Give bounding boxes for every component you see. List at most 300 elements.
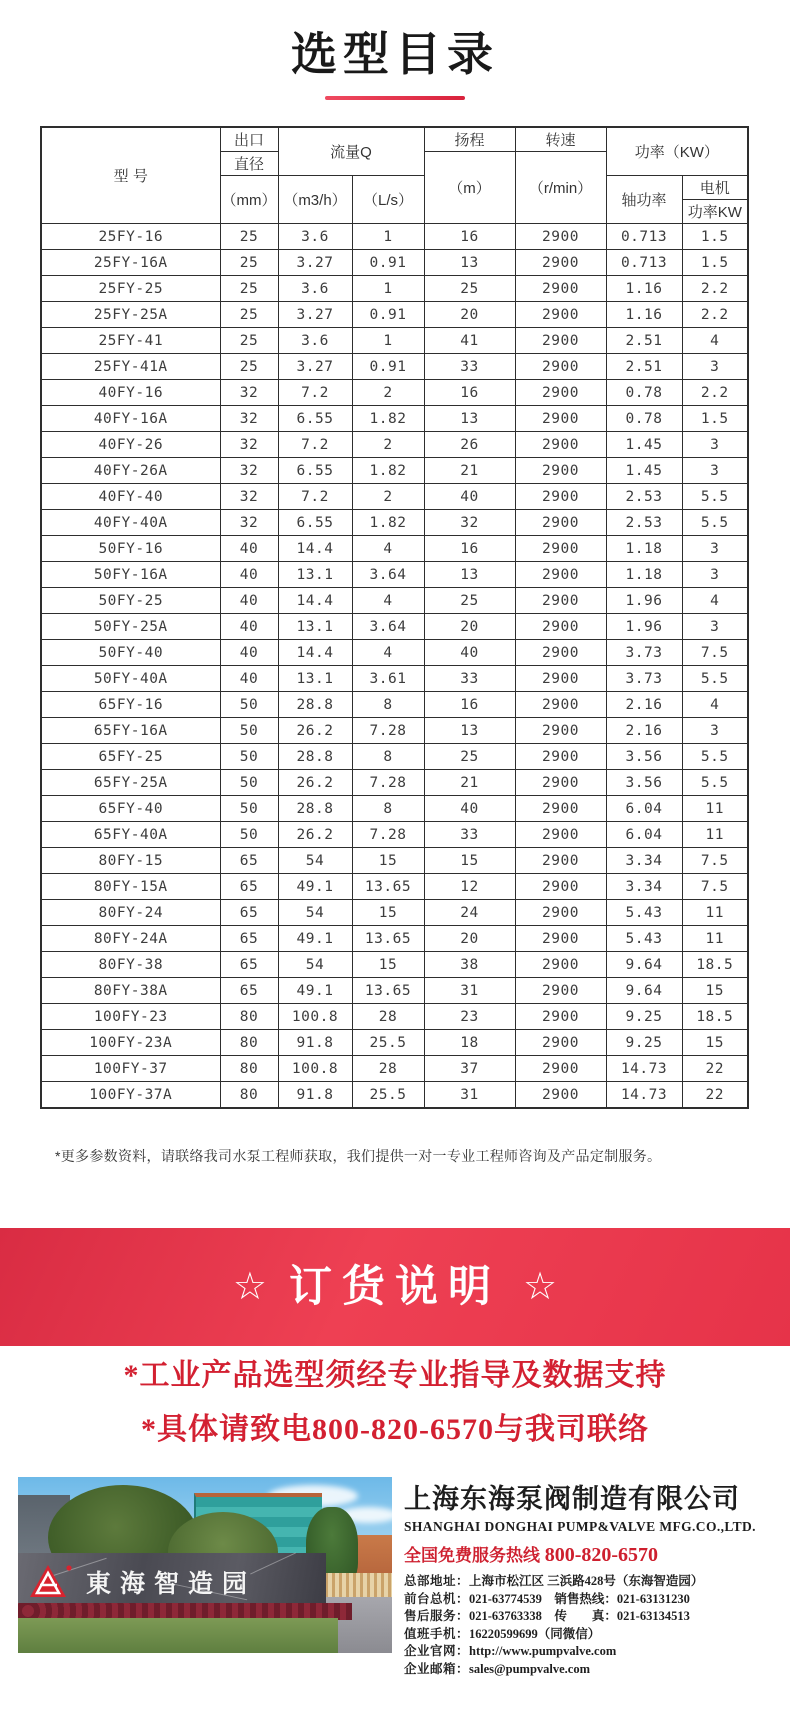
model-cell: 80FY-15A [41, 874, 220, 900]
table-row [41, 744, 748, 770]
value-cell: 2900 [515, 796, 606, 822]
value-cell: 13.65 [352, 978, 424, 1004]
value-cell: 40 [220, 536, 278, 562]
value-cell: 1 [352, 328, 424, 354]
value-cell: 1.96 [606, 588, 682, 614]
value-cell: 5.5 [682, 484, 748, 510]
value-cell: 2900 [515, 1056, 606, 1082]
value-cell: 7.5 [682, 640, 748, 666]
model-cell: 50FY-40 [41, 640, 220, 666]
order-banner-title: 订货说明 [289, 1262, 501, 1311]
photo-fence [318, 1573, 392, 1599]
header-flow-unit-ls: （L/s） [352, 176, 424, 224]
model-cell: 100FY-37A [41, 1082, 220, 1109]
value-cell: 25 [220, 276, 278, 302]
value-cell: 28 [352, 1056, 424, 1082]
value-cell: 91.8 [278, 1030, 352, 1056]
model-cell: 50FY-16A [41, 562, 220, 588]
value-cell: 28.8 [278, 744, 352, 770]
value-cell: 9.25 [606, 1004, 682, 1030]
table-row [41, 848, 748, 874]
value-cell: 9.64 [606, 952, 682, 978]
model-cell: 65FY-40 [41, 796, 220, 822]
value-cell: 50 [220, 692, 278, 718]
value-cell: 6.04 [606, 796, 682, 822]
value-cell: 1.16 [606, 276, 682, 302]
value-cell: 33 [424, 666, 515, 692]
value-cell: 6.55 [278, 406, 352, 432]
table-row [41, 874, 748, 900]
value-cell: 11 [682, 900, 748, 926]
table-row [41, 562, 748, 588]
value-cell: 4 [682, 692, 748, 718]
value-cell: 40 [220, 588, 278, 614]
value-cell: 2900 [515, 614, 606, 640]
value-cell: 26 [424, 432, 515, 458]
contact-label: 企业邮箱： [404, 1661, 470, 1676]
table-row [41, 952, 748, 978]
model-cell: 40FY-16 [41, 380, 220, 406]
value-cell: 2900 [515, 770, 606, 796]
model-cell: 25FY-25A [41, 302, 220, 328]
header-outlet-1: 出口 [220, 127, 278, 152]
value-cell: 5.43 [606, 926, 682, 952]
model-cell: 40FY-26A [41, 458, 220, 484]
table-row [41, 406, 748, 432]
value-cell: 25 [220, 302, 278, 328]
value-cell: 3.64 [352, 562, 424, 588]
value-cell: 3.27 [278, 354, 352, 380]
value-cell: 23 [424, 1004, 515, 1030]
value-cell: 0.91 [352, 354, 424, 380]
value-cell: 1 [352, 276, 424, 302]
value-cell: 65 [220, 952, 278, 978]
value-cell: 40 [220, 666, 278, 692]
star-icon: ☆ [232, 1266, 267, 1308]
value-cell: 32 [220, 510, 278, 536]
value-cell: 3.34 [606, 848, 682, 874]
value-cell: 3.27 [278, 250, 352, 276]
model-cell: 40FY-16A [41, 406, 220, 432]
model-cell: 25FY-41A [41, 354, 220, 380]
value-cell: 1.82 [352, 458, 424, 484]
value-cell: 8 [352, 692, 424, 718]
value-cell: 100.8 [278, 1056, 352, 1082]
value-cell: 2900 [515, 952, 606, 978]
table-row [41, 1030, 748, 1056]
value-cell: 7.28 [352, 718, 424, 744]
value-cell: 2900 [515, 718, 606, 744]
campus-sign-text: 東海智造园 [86, 1570, 257, 1598]
value-cell: 25.5 [352, 1082, 424, 1109]
value-cell: 31 [424, 978, 515, 1004]
header-motor-1: 电机 [682, 176, 748, 200]
value-cell: 2900 [515, 692, 606, 718]
value-cell: 2900 [515, 822, 606, 848]
value-cell: 21 [424, 770, 515, 796]
order-note-line-1: *工业产品选型须经专业指导及数据支持 [123, 1359, 667, 1392]
value-cell: 13.65 [352, 926, 424, 952]
value-cell: 2.16 [606, 692, 682, 718]
model-cell: 80FY-24 [41, 900, 220, 926]
table-row [41, 328, 748, 354]
value-cell: 65 [220, 848, 278, 874]
value-cell: 1 [352, 224, 424, 250]
value-cell: 1.18 [606, 536, 682, 562]
value-cell: 3.56 [606, 744, 682, 770]
value-cell: 28.8 [278, 796, 352, 822]
value-cell: 13 [424, 718, 515, 744]
table-row [41, 640, 748, 666]
value-cell: 100.8 [278, 1004, 352, 1030]
value-cell: 6.55 [278, 458, 352, 484]
value-cell: 2900 [515, 328, 606, 354]
value-cell: 15 [352, 848, 424, 874]
value-cell: 1.16 [606, 302, 682, 328]
value-cell: 2900 [515, 458, 606, 484]
value-cell: 3.73 [606, 666, 682, 692]
factory-photo [18, 1477, 392, 1653]
model-cell: 65FY-25 [41, 744, 220, 770]
header-head-unit: （m） [424, 152, 515, 224]
value-cell: 40 [220, 562, 278, 588]
value-cell: 49.1 [278, 926, 352, 952]
contact-value: http://www.pumpvalve.com [469, 1644, 617, 1658]
value-cell: 5.43 [606, 900, 682, 926]
order-banner [0, 1228, 790, 1346]
value-cell: 3 [682, 354, 748, 380]
value-cell: 0.78 [606, 380, 682, 406]
value-cell: 1.5 [682, 250, 748, 276]
value-cell: 40 [424, 484, 515, 510]
value-cell: 2900 [515, 978, 606, 1004]
contact-value: 上海市松江区 三浜路428号（东海智造园） [469, 1574, 704, 1588]
value-cell: 3.6 [278, 224, 352, 250]
value-cell: 2900 [515, 432, 606, 458]
contact-value: 021-63763338 传 真：021-63134513 [469, 1609, 690, 1623]
value-cell: 2 [352, 432, 424, 458]
contact-value: sales@pumpvalve.com [469, 1661, 591, 1676]
table-row [41, 822, 748, 848]
header-head: 扬程 [424, 127, 515, 152]
star-icon: ☆ [523, 1266, 558, 1308]
value-cell: 2900 [515, 536, 606, 562]
header-speed-unit: （r/min） [515, 152, 606, 224]
value-cell: 2.2 [682, 276, 748, 302]
value-cell: 50 [220, 744, 278, 770]
value-cell: 3.6 [278, 328, 352, 354]
model-cell: 25FY-41 [41, 328, 220, 354]
table-row [41, 796, 748, 822]
value-cell: 13 [424, 250, 515, 276]
table-row [41, 458, 748, 484]
header-flow: 流量Q [278, 127, 424, 176]
value-cell: 2900 [515, 848, 606, 874]
value-cell: 91.8 [278, 1082, 352, 1109]
value-cell: 18.5 [682, 952, 748, 978]
value-cell: 40 [220, 614, 278, 640]
value-cell: 2900 [515, 406, 606, 432]
value-cell: 54 [278, 952, 352, 978]
value-cell: 20 [424, 614, 515, 640]
value-cell: 2900 [515, 380, 606, 406]
table-row [41, 900, 748, 926]
value-cell: 9.64 [606, 978, 682, 1004]
model-cell: 80FY-24A [41, 926, 220, 952]
value-cell: 14.4 [278, 588, 352, 614]
value-cell: 65 [220, 978, 278, 1004]
value-cell: 3 [682, 718, 748, 744]
photo-lawn [18, 1618, 338, 1653]
value-cell: 2900 [515, 900, 606, 926]
value-cell: 5.5 [682, 770, 748, 796]
selection-table [40, 126, 749, 1109]
value-cell: 65 [220, 926, 278, 952]
table-row [41, 614, 748, 640]
value-cell: 9.25 [606, 1030, 682, 1056]
value-cell: 54 [278, 900, 352, 926]
value-cell: 2 [352, 380, 424, 406]
table-row [41, 380, 748, 406]
contact-lines [404, 1573, 784, 1678]
value-cell: 37 [424, 1056, 515, 1082]
model-cell: 80FY-38 [41, 952, 220, 978]
value-cell: 2 [352, 484, 424, 510]
model-cell: 25FY-16 [41, 224, 220, 250]
value-cell: 3 [682, 614, 748, 640]
value-cell: 32 [220, 380, 278, 406]
value-cell: 80 [220, 1004, 278, 1030]
value-cell: 8 [352, 796, 424, 822]
value-cell: 2900 [515, 250, 606, 276]
title-underline [325, 96, 465, 100]
value-cell: 15 [352, 900, 424, 926]
value-cell: 2900 [515, 744, 606, 770]
value-cell: 2.53 [606, 510, 682, 536]
value-cell: 11 [682, 796, 748, 822]
value-cell: 13.65 [352, 874, 424, 900]
value-cell: 2.53 [606, 484, 682, 510]
header-flow-unit-m3h: （m3/h） [278, 176, 352, 224]
value-cell: 26.2 [278, 718, 352, 744]
value-cell: 25 [220, 328, 278, 354]
header-shaft-power: 轴功率 [606, 176, 682, 224]
value-cell: 1.5 [682, 224, 748, 250]
company-name-en: SHANGHAI DONGHAI PUMP&VALVE MFG.CO.,LTD. [404, 1519, 756, 1534]
model-cell: 40FY-40A [41, 510, 220, 536]
table-row [41, 510, 748, 536]
value-cell: 3.56 [606, 770, 682, 796]
value-cell: 13.1 [278, 666, 352, 692]
value-cell: 4 [352, 588, 424, 614]
order-note-line-2: *具体请致电800-820-6570与我司联络 [141, 1412, 649, 1446]
value-cell: 26.2 [278, 770, 352, 796]
value-cell: 3 [682, 432, 748, 458]
value-cell: 7.5 [682, 848, 748, 874]
value-cell: 50 [220, 822, 278, 848]
logo-triangle-icon [30, 1563, 72, 1601]
value-cell: 5.5 [682, 744, 748, 770]
value-cell: 50 [220, 718, 278, 744]
value-cell: 8 [352, 744, 424, 770]
value-cell: 3.34 [606, 874, 682, 900]
table-row [41, 536, 748, 562]
value-cell: 6.55 [278, 510, 352, 536]
value-cell: 16 [424, 692, 515, 718]
value-cell: 33 [424, 354, 515, 380]
marble-streak [250, 1552, 296, 1574]
contact-label: 前台总机： [404, 1591, 470, 1606]
model-cell: 65FY-16 [41, 692, 220, 718]
value-cell: 49.1 [278, 978, 352, 1004]
table-row [41, 302, 748, 328]
contact-line [404, 1661, 784, 1679]
title-section [0, 18, 790, 100]
value-cell: 32 [220, 484, 278, 510]
value-cell: 22 [682, 1056, 748, 1082]
table-footnote: *更多参数资料，请联络我司水泵工程师获取，我们提供一对一专业工程师咨询及产品定制服务。 [55, 1148, 662, 1164]
value-cell: 3 [682, 458, 748, 484]
contact-line [404, 1643, 784, 1661]
value-cell: 28 [352, 1004, 424, 1030]
value-cell: 2900 [515, 276, 606, 302]
model-cell: 100FY-23A [41, 1030, 220, 1056]
model-cell: 100FY-23 [41, 1004, 220, 1030]
table-row [41, 484, 748, 510]
value-cell: 1.96 [606, 614, 682, 640]
value-cell: 20 [424, 926, 515, 952]
table-row [41, 224, 748, 250]
value-cell: 40 [220, 640, 278, 666]
value-cell: 2.51 [606, 328, 682, 354]
value-cell: 5.5 [682, 510, 748, 536]
contact-line [404, 1591, 784, 1609]
table-row [41, 978, 748, 1004]
value-cell: 1.45 [606, 432, 682, 458]
value-cell: 22 [682, 1082, 748, 1109]
table-header [41, 127, 748, 224]
value-cell: 2.51 [606, 354, 682, 380]
model-cell: 65FY-16A [41, 718, 220, 744]
value-cell: 13 [424, 406, 515, 432]
value-cell: 11 [682, 822, 748, 848]
value-cell: 14.4 [278, 536, 352, 562]
model-cell: 50FY-25 [41, 588, 220, 614]
value-cell: 2900 [515, 666, 606, 692]
value-cell: 2900 [515, 224, 606, 250]
contact-value: 021-63774539 销售热线：021-63131230 [469, 1591, 690, 1606]
model-cell: 80FY-38A [41, 978, 220, 1004]
value-cell: 14.4 [278, 640, 352, 666]
table-row [41, 1082, 748, 1109]
contact-line [404, 1608, 784, 1626]
value-cell: 2900 [515, 562, 606, 588]
value-cell: 38 [424, 952, 515, 978]
header-outlet-unit: （mm） [220, 176, 278, 224]
model-cell: 40FY-40 [41, 484, 220, 510]
value-cell: 1.5 [682, 406, 748, 432]
value-cell: 26.2 [278, 822, 352, 848]
model-cell: 65FY-25A [41, 770, 220, 796]
table-row [41, 354, 748, 380]
value-cell: 15 [682, 1030, 748, 1056]
value-cell: 32 [220, 458, 278, 484]
service-hotline [404, 1541, 784, 1567]
value-cell: 7.5 [682, 874, 748, 900]
value-cell: 2900 [515, 1030, 606, 1056]
value-cell: 50 [220, 796, 278, 822]
value-cell: 2.2 [682, 380, 748, 406]
value-cell: 18.5 [682, 1004, 748, 1030]
value-cell: 0.91 [352, 250, 424, 276]
value-cell: 25 [220, 354, 278, 380]
value-cell: 25 [424, 276, 515, 302]
table-row [41, 588, 748, 614]
value-cell: 13 [424, 562, 515, 588]
value-cell: 25 [220, 224, 278, 250]
value-cell: 0.713 [606, 250, 682, 276]
value-cell: 80 [220, 1030, 278, 1056]
value-cell: 25.5 [352, 1030, 424, 1056]
value-cell: 32 [220, 406, 278, 432]
value-cell: 80 [220, 1056, 278, 1082]
value-cell: 2900 [515, 302, 606, 328]
value-cell: 5.5 [682, 666, 748, 692]
value-cell: 54 [278, 848, 352, 874]
value-cell: 50 [220, 770, 278, 796]
value-cell: 2900 [515, 926, 606, 952]
contact-line [404, 1573, 784, 1591]
value-cell: 3.27 [278, 302, 352, 328]
model-cell: 100FY-37 [41, 1056, 220, 1082]
value-cell: 65 [220, 874, 278, 900]
value-cell: 4 [682, 588, 748, 614]
value-cell: 31 [424, 1082, 515, 1109]
table-row [41, 770, 748, 796]
value-cell: 49.1 [278, 874, 352, 900]
value-cell: 2.2 [682, 302, 748, 328]
table-row [41, 666, 748, 692]
value-cell: 16 [424, 380, 515, 406]
value-cell: 2900 [515, 484, 606, 510]
value-cell: 18 [424, 1030, 515, 1056]
value-cell: 25 [424, 588, 515, 614]
value-cell: 4 [682, 328, 748, 354]
contact-label: 企业官网： [404, 1644, 470, 1658]
company-name-cn: 上海东海泵阀制造有限公司 [404, 1484, 740, 1514]
value-cell: 15 [424, 848, 515, 874]
contact-value: 16220599699（同微信） [469, 1626, 601, 1641]
contact-line [404, 1626, 784, 1644]
value-cell: 41 [424, 328, 515, 354]
table-row [41, 1004, 748, 1030]
header-motor-2: 功率KW [682, 200, 748, 224]
value-cell: 2900 [515, 640, 606, 666]
company-logo [30, 1563, 72, 1601]
value-cell: 2900 [515, 1082, 606, 1109]
model-cell: 25FY-16A [41, 250, 220, 276]
contact-label: 值班手机： [404, 1626, 470, 1641]
value-cell: 3.73 [606, 640, 682, 666]
value-cell: 80 [220, 1082, 278, 1109]
table-row [41, 250, 748, 276]
value-cell: 3.61 [352, 666, 424, 692]
value-cell: 2.16 [606, 718, 682, 744]
value-cell: 32 [424, 510, 515, 536]
value-cell: 33 [424, 822, 515, 848]
value-cell: 14.73 [606, 1056, 682, 1082]
value-cell: 3 [682, 536, 748, 562]
